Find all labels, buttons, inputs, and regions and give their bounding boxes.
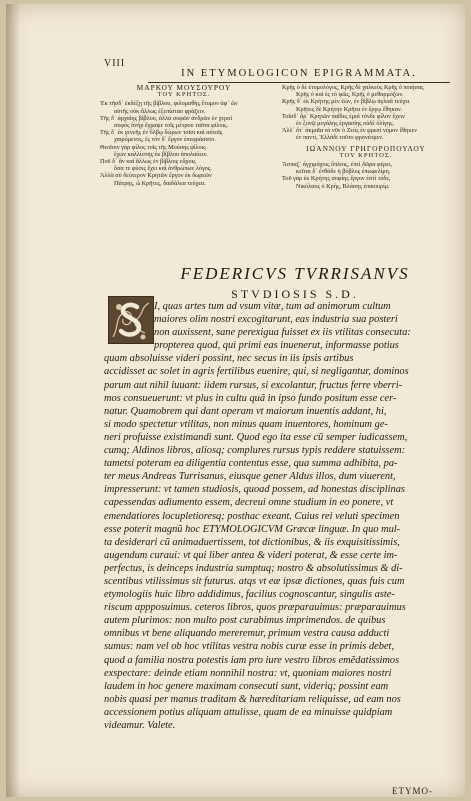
epigram-line: Κρῆς ὁ δὲ ἐτυμολόγος, Κρῆς δὲ χαλκεὺς Κρῆς ὁ ποιήσας: [282, 84, 424, 91]
epigram-line: Τῆς δ᾽ ἀρχαίης βίβλου, ἀλλὰ σοφῶν ἀνδρῶν ἐν χερσί: [100, 114, 233, 122]
epigram-line: Θεοῖσιν γὰρ φίλος τοῖς τῆς Μούσης φίλοις: [100, 143, 206, 151]
preface-line: accessionem potius aliquam attulisse, quam de ea minuisse quidpiam: [104, 706, 393, 718]
preface-line: cumq; Aldinos libros, aliosq; complures rursus typis reddere statuissem:: [104, 445, 406, 457]
preface-line: omnibus vt bene aliquando mereremur, primum vestra causa adducti: [104, 628, 390, 640]
preface-line: laudem in hoc genere maximam consecuti sunt, videriq; possint eam: [104, 680, 389, 692]
preface-line: emendatiores locupletioresq; posthac exeant. Cuius rei veluti specimen: [104, 510, 400, 522]
preface-line: ter meus Andreas Turrisanus, eiusque gener Aldus illos, dum viuerent,: [104, 471, 396, 483]
epigram-lines-2: [282, 161, 450, 190]
epigram-line: σοφὸς ἀνὴρ ἔγραψε τοῖς μέτρου ταῦτα φίλοις.: [114, 122, 229, 130]
epigram-author-musurus: ΜΑΡΚΟΥ ΜΟΥΣΟΥΡΟΥ: [136, 83, 232, 92]
epigram-line: Ἀλλ᾽ ὅτ᾽ ἀκμαῖα τὰ νῦν ὁ Ζεὺς ἐν φρεσὶ νόμον ἔθηκεν: [282, 127, 417, 135]
epigram-lines: [100, 100, 268, 186]
epigram-line: Τῆς δ᾽ ἐκ γενεῆς ἐν ὄλβῳ δώρων τοῖσι καὶ αὐτοῖς: [100, 129, 223, 137]
preface-line: riscum appposuimus. ceteros libros, quos præparauimus: præparauimus: [104, 602, 406, 614]
preface-line: esse poterit magnũ hoc ETYMOLOGICVM Græcæ linguæ. In quo mul-: [104, 523, 401, 535]
preface-subtitle: STVDIOSIS S.D.: [231, 287, 359, 301]
epigram-line: Ἀλλὰ σὺ δεύτερον Κρητῶν ἔργον ἐκ δωρεῶν: [100, 172, 212, 180]
preface-line: autem plurimos: non multo post curabimus imprimendos. de quibus: [104, 615, 386, 627]
preface-line: neri profuisse existimandi sunt. Quod ego ita esse cũ semper iudicassem,: [104, 431, 408, 443]
epigram-line: χαιρόμενος, ἐς τόν δ᾽ ἔργον ἐπεφράσατο.: [114, 136, 216, 144]
preface-line: parum aut nihil iuuant: iidem rursus, si excolantur, fructus ferre vberri-: [104, 379, 403, 391]
preface-line: perfectus, is deinceps industria sumptuq; nostro & absolutissimus & di-: [104, 562, 403, 574]
page-gutter-shadow: [6, 4, 20, 797]
epigram-line: ἔχων καλλίστης ἐκ βίβλου ἀπολαύειν.: [114, 150, 208, 158]
epigram-line: κεῖται δ᾽ ἐνθάδε ἡ βύβλος ἐπωφελίμη.: [296, 168, 391, 176]
epigram-line: ὅσα τε φύσις ἔχει καὶ ἀνθρώπων λόγος.: [114, 165, 212, 173]
epigram-author-gregoropoulos: ΙΩΑΝΝΟΥ ΓΡΗΓΟΡΟΠΟΥΛΟΥ: [306, 143, 426, 153]
preface-line: ta desiderari cũ animaduertissem, tot dictionibus, & iis exquisitissimis,: [104, 536, 400, 548]
epigram-author-origin: ΤΟΥ ΚΡΗΤΟΣ.: [157, 91, 211, 99]
preface-line: augendum curaui: vt qui liber antea & videri poterat, & esse certe im-: [104, 549, 398, 561]
preface-line: scentibus vtilissimus sit futurus. atqs vt eæ ipsæ dictiones, quas fuis cum: [104, 575, 405, 587]
epigram-line: αὐτῆς οὐκ ἄλλως ἐξεπίσταο φράζειν.: [114, 107, 206, 115]
epigram-line: ἐν ξυνῷ μεγάλης ἐργασίης οὐδὲ ὀλίγης.: [296, 120, 395, 128]
epigram-line: Πάτρης, ὦ Κρῆτες, δαιδάλεα τεύχεα.: [114, 179, 206, 187]
preface-line: propterea quod, qui primi eas inuenerut, informasse potius: [154, 340, 399, 352]
epigram-line: Κρῆς δ᾽ ἐκ Κρήτης μὲν ἐὼν, ἐν βίβλῳ ἀγλαά τεύχει: [282, 98, 410, 106]
running-head: IN ETYMOLOGICON EPIGRAMMATA.: [148, 68, 450, 83]
epigram-continued-lines: [282, 84, 450, 142]
preface-line: mos consueuerunt: vt plus in cultu quã in ipso fundo positum esse cer-: [104, 392, 397, 404]
folio-number: VIII: [104, 58, 126, 69]
preface-title: FEDERICVS TVRRISANVS: [180, 264, 410, 283]
preface-line: accidisset ac solet in agris fertilibus euenire, qui, si negligantur, dominos: [104, 366, 409, 378]
catchword: ETYMO-: [392, 786, 433, 796]
preface-line: exspectare: deinde etiam nonnihil nostra: vt, quoniam maiores nostri: [104, 667, 392, 679]
epigram-line: Ἄσπαζ᾽ ἀγχιμάχοις ὅπλοις, ἐπεὶ δῶρα φέρει,: [282, 161, 393, 169]
preface-line: capessendas adiumento essem, decreui omne studium in eo ponere, vt: [104, 497, 394, 509]
preface-line: non auxissent, sane perexigua fuisset ex iis vtilitas consecuta:: [154, 327, 411, 339]
epigram-line: Τοῖσδ᾽ ἄρ᾽ Κρητῶν παῖδες ἐμοὶ τόνδε φίλον ἔχειν: [282, 112, 405, 120]
preface-line: sumus: nam vel ob hoc vtilitas vestra nobis curæ esse in primis debet,: [104, 641, 395, 653]
preface-line: quam absoluisse videri possint, nec secus in iis ipsis artibus: [104, 353, 354, 365]
preface-line: impresserunt: vt tamen studiosis, quoad possem, ad honestas disciplinas: [104, 484, 405, 496]
epigram-line: Κρῆς ὁ καὶ ἐς τὸ φῶς, Κρῆς ὁ μεθαρμόζων.: [296, 91, 404, 99]
epigram-line: Ποῦ δ᾽ ἂν καὶ ἄλλως ἐν βίβλοις εὕροις: [100, 158, 196, 166]
greek-epigram-left: [100, 84, 268, 187]
epigram-line: Τοῦ γὰρ ἐκ Κρήτης σοφίης ἔργον ἐστὶ τόδε,: [282, 175, 391, 183]
preface-line: quod a familia nostra potestis iam pro iure vestro libros emẽdatissimos: [104, 654, 400, 666]
preface-line: si modo spectetur vtilitas, non minus quam inuentores, hominum ge-: [104, 418, 388, 430]
epigram-line: Ἐκ τῆσδ᾽ ἐκδέξῃ τῆς βίβλου, φιλομαθὴς ἔτυμον ἀφ᾽ ὧν: [100, 100, 238, 108]
preface-line: tametsi poteram ea diligentia contentus esse, qua summa adhibita, pa-: [104, 458, 398, 470]
epigram-line: Κρῆτες δὲ Κρήτην Κρῆτα ἐν ἔργῳ ἔθηκαν.: [296, 105, 403, 113]
preface-body: [104, 300, 454, 732]
preface-line: maiores olim nostri excogitarunt, eas industria sua posteri: [154, 314, 398, 326]
epigram-line: ἐν παντὶ, Ἑλλάδι τοῦτο φρονέομεν.: [296, 134, 384, 142]
epigram-line: Νικόλαος ὁ Κρὴς, Βλάσης ἐπικουρίμ.: [296, 182, 390, 190]
greek-epigram-right: [282, 84, 450, 190]
epigram-author-origin-2: ΤΟΥ ΚΡΗΤΟΣ.: [339, 151, 393, 159]
preface-line: etymologiis huic libro addidimus, facilius cognoscantur, singulis aste-: [104, 589, 395, 601]
preface-line: natur. Quamobrem qui dant operam vt maiorum inuentis addant, hi,: [104, 405, 387, 417]
preface-line: I, quas artes tum ad vsum vitæ, tum ad animorum cultum: [154, 301, 391, 312]
preface-line: videamur. Valete.: [104, 720, 176, 731]
preface-line: nobis quasi per manus traditam & hæreditariam reliquisse, ad eam nos: [104, 693, 401, 705]
